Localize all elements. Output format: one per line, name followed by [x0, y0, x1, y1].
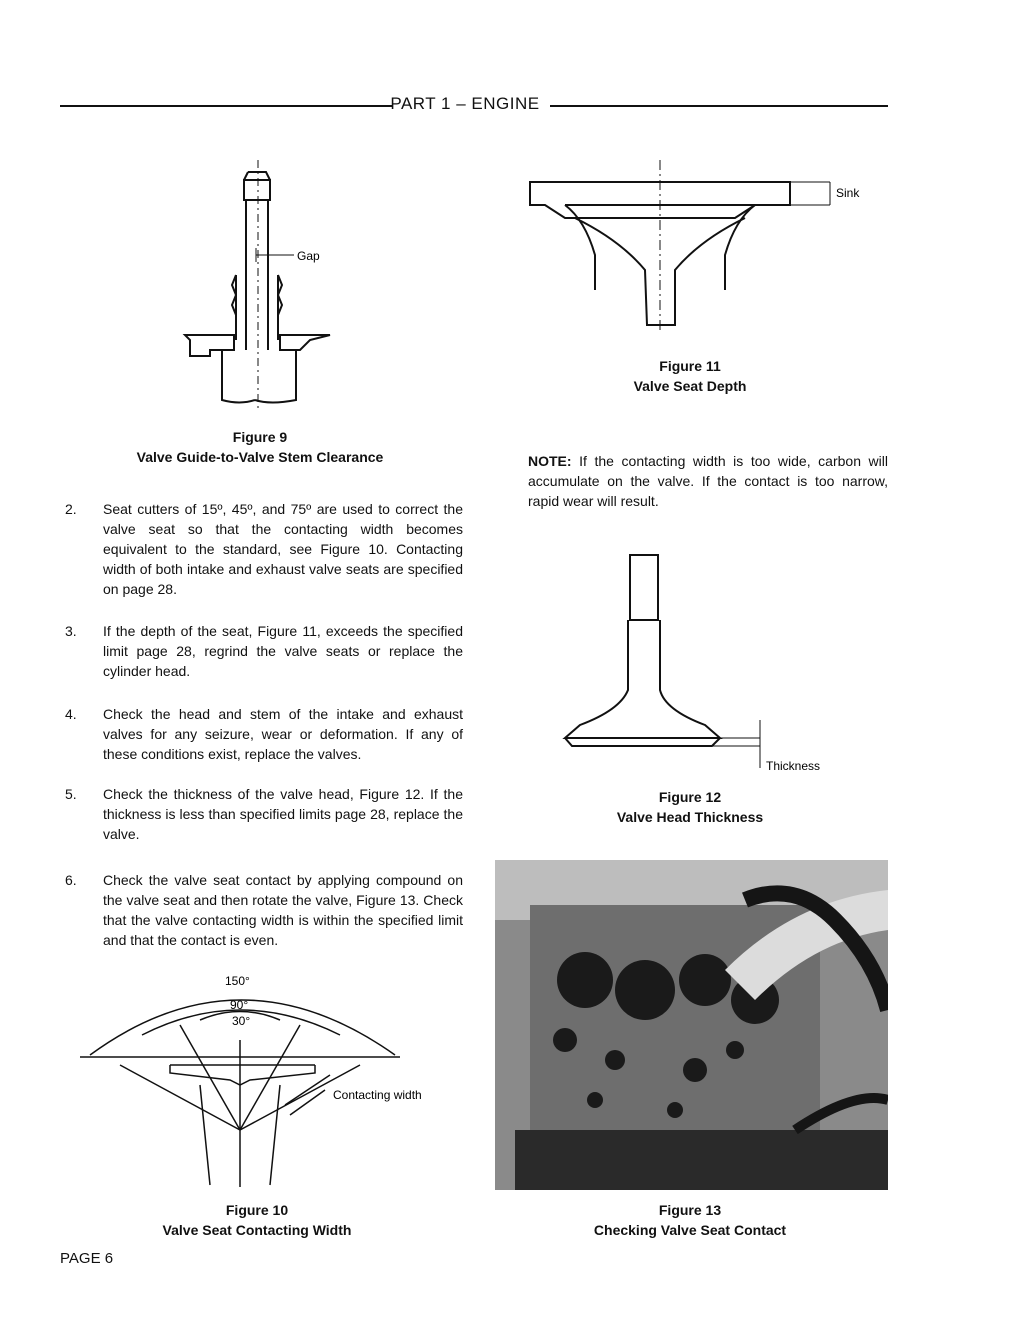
figure-9-title: Valve Guide-to-Valve Stem Clearance — [136, 449, 384, 465]
thickness-label: Thickness — [766, 759, 821, 773]
step-5 — [65, 784, 463, 844]
step-4-text: Check the head and stem of the intake and exhaust valves for any seizure, wear or deformation. If any of these conditions exist, replace the valves. — [103, 706, 463, 762]
figure-12-caption — [560, 787, 820, 827]
step-6 — [65, 870, 463, 950]
figure-11-caption — [560, 356, 820, 396]
note-text: If the contacting width is too wide, carbon will accumulate on the valve. If the contact is too narrow, rapid wear will result. — [528, 453, 888, 509]
step-6-text: Check the valve seat contact by applying compound on the valve seat and then rotate the valve, Figure 13. Check that the valve contacting width is within the specified limit and that the contact is even. — [103, 872, 463, 948]
sink-label: Sink — [836, 186, 860, 200]
figure-9-caption — [100, 427, 420, 467]
step-4 — [65, 704, 463, 764]
figure-13-title: Checking Valve Seat Contact — [593, 1222, 787, 1238]
header-rule-right — [550, 105, 888, 107]
figure-10-diagram — [80, 965, 460, 1195]
figure-9-diagram — [170, 160, 360, 415]
figure-13-caption — [560, 1200, 820, 1240]
contacting-width-label: Contacting width — [333, 1088, 422, 1102]
gap-label: Gap — [297, 249, 320, 263]
step-2-number: 2. — [65, 501, 77, 517]
step-5-number: 5. — [65, 786, 77, 802]
figure-13-number: Figure 13 — [658, 1202, 722, 1218]
figure-11-title: Valve Seat Depth — [633, 378, 747, 394]
header-rule-left — [60, 105, 392, 107]
figure-10-number: Figure 10 — [225, 1202, 289, 1218]
figure-12-title: Valve Head Thickness — [616, 809, 764, 825]
step-2-text: Seat cutters of 15º, 45º, and 75º are used to correct the valve seat so that the contacting width becomes equivalent to the standard, see Figure 10. Contacting width of both intake and exhaust valve seats are specified on page 28. — [103, 501, 463, 597]
step-3-text: If the depth of the seat, Figure 11, exceeds the specified limit page 28, regrind the valve seats or replace the cylinder head. — [103, 623, 463, 679]
angle-30-label: 30° — [232, 1014, 251, 1028]
figure-10-caption — [127, 1200, 387, 1240]
step-3-number: 3. — [65, 623, 77, 639]
note-label: NOTE: — [528, 453, 572, 469]
step-4-number: 4. — [65, 706, 77, 722]
note-paragraph — [528, 451, 888, 511]
page-header-title: PART 1 – ENGINE — [390, 94, 540, 113]
angle-90-label: 90° — [230, 998, 249, 1012]
step-5-text: Check the thickness of the valve head, Figure 12. If the thickness is less than specified limits page 28, replace the valve. — [103, 786, 463, 842]
figure-9-number: Figure 9 — [232, 429, 288, 445]
figure-12-diagram — [560, 550, 840, 780]
step-2 — [65, 499, 463, 599]
figure-11-diagram — [525, 160, 885, 335]
figure-13-photo — [495, 860, 888, 1190]
angle-150-label: 150° — [225, 974, 250, 988]
figure-11-number: Figure 11 — [659, 358, 721, 374]
step-3 — [65, 621, 463, 681]
step-6-number: 6. — [65, 872, 77, 888]
figure-12-number: Figure 12 — [658, 789, 722, 805]
page-number: PAGE 6 — [60, 1250, 114, 1267]
figure-10-title: Valve Seat Contacting Width — [162, 1222, 352, 1238]
